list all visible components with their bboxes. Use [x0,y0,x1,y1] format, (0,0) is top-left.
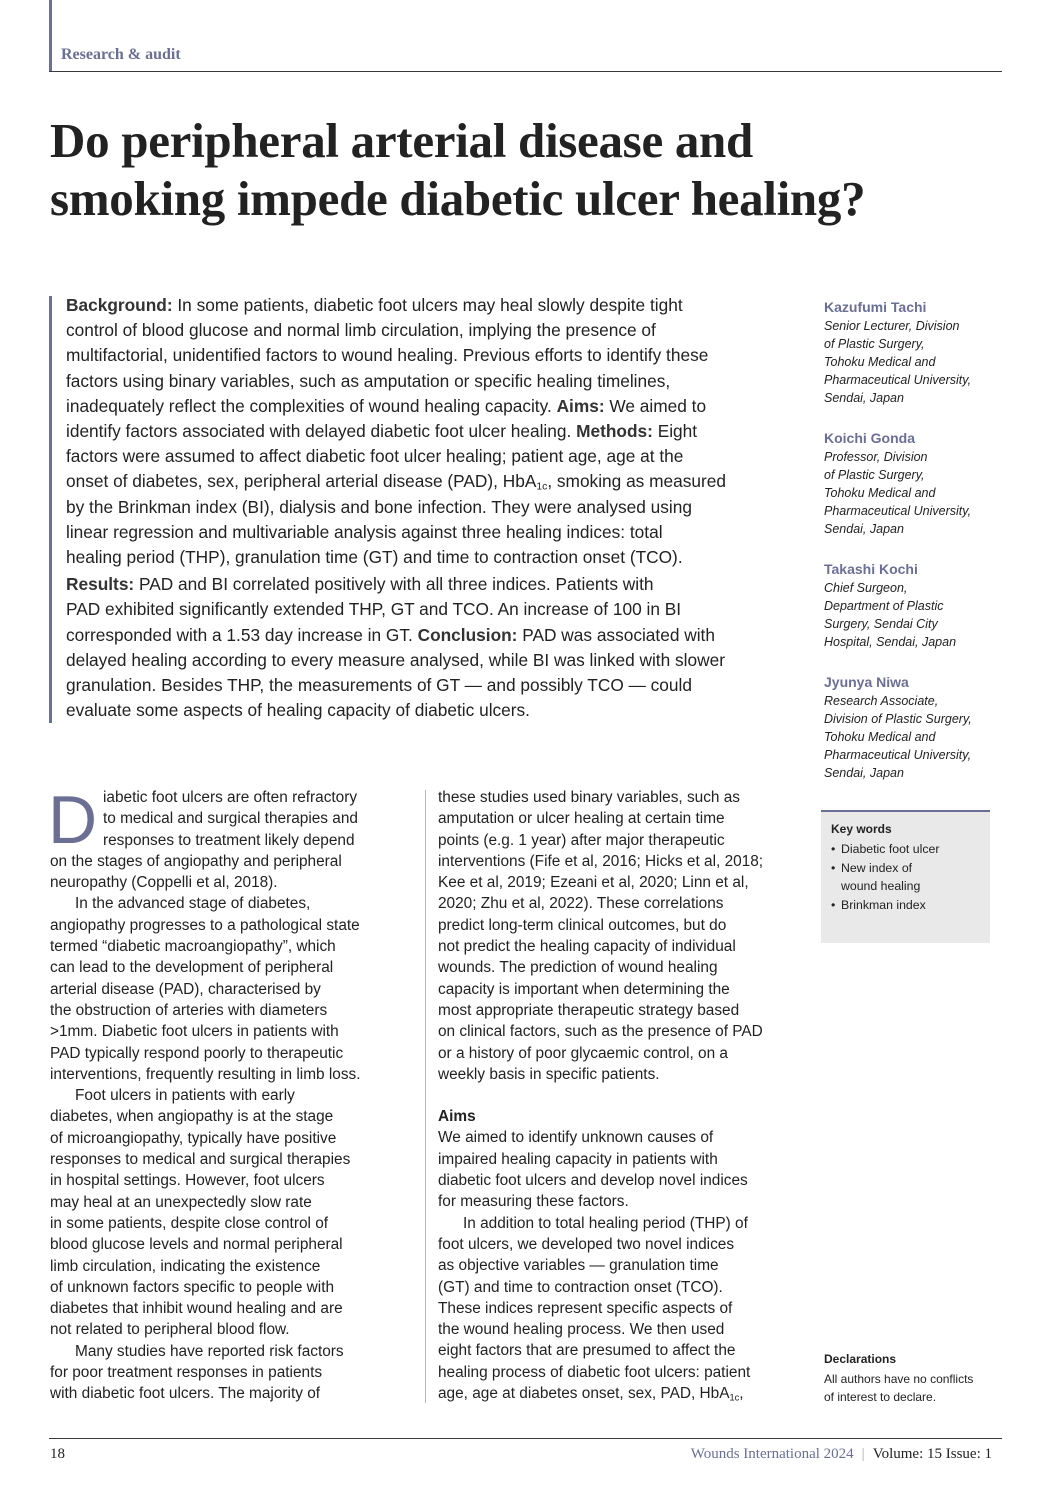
keyword-item [831,859,991,895]
body-line: In addition to total healing period (THP) of [463,1214,748,1232]
subscript: 1c [729,1392,740,1403]
affiliation-line: Tohoku Medical and [824,355,936,369]
declarations-title: Declarations [824,1352,897,1366]
affiliation-line: Tohoku Medical and [824,730,936,744]
body-text: age, age at diabetes onset, sex, PAD, HbA [438,1385,730,1403]
abstract-text: We aimed to [604,395,707,416]
body-line: angiopathy progresses to a pathological state [50,916,360,934]
body-line: In the advanced stage of diabetes, [75,895,311,913]
abstract-text: Eight [652,421,698,442]
results-label: Results: [66,574,135,595]
body-line: termed “diabetic macroangiopathy”, which [50,938,336,956]
body-line: as objective variables — granulation time [438,1257,719,1275]
abstract-text: PAD exhibited significantly extended THP, GT and TCO. An increase of 100 in BI [66,599,682,620]
body-line: foot ulcers, we developed two novel indices [438,1235,735,1253]
body-line: of unknown factors specific to people with [50,1278,335,1296]
title-line-2: smoking impede diabetic ulcer healing? [50,171,866,226]
journal-name: Wounds International 2024 [690,1446,854,1462]
author-affiliation [824,317,1002,407]
body-line: arterial disease (PAD), characterised by [50,980,321,998]
abstract-text: linear regression and multivariable analysis against three healing indices: total [66,521,663,542]
body-line: weekly basis in specific patients. [438,1065,660,1083]
subscript: 1c [536,482,548,494]
abstract-text: In some patients, diabetic foot ulcers may heal slowly despite tight [172,295,683,315]
body-line: with diabetic foot ulcers. The majority of [50,1385,321,1403]
affiliation-line: Tohoku Medical and [824,486,936,500]
affiliation-line: Sendai, Japan [824,391,904,405]
author-affiliation [824,579,1002,651]
body-line: the obstruction of arteries with diameters [50,1001,328,1019]
keywords-title: Key words [831,822,892,836]
author-affiliation [824,692,1002,782]
abstract-text: by the Brinkman index (BI), dialysis and bone infection. They were analysed using [66,496,692,517]
body-line: PAD typically respond poorly to therapeutic [50,1044,344,1062]
body-line: iabetic foot ulcers are often refractory [103,789,358,806]
body-line: of microangiopathy, typically have positive [50,1129,337,1147]
author-name: Takashi Kochi [824,561,918,577]
author-name: Koichi Gonda [824,430,915,446]
body-line: These indices represent specific aspects of [438,1299,733,1317]
body-line: neuropathy (Coppelli et al, 2018). [50,874,278,892]
affiliation-line: Professor, Division [824,450,928,464]
body-line: in some patients, despite close control of [50,1214,329,1232]
title-line-1: Do peripheral arterial disease and [50,113,753,168]
author-block [824,428,1002,538]
author-block [824,297,1002,407]
affiliation-line: Surgery, Sendai City [824,617,938,631]
body-line: for poor treatment responses in patients [50,1364,323,1382]
author-list [824,297,1002,803]
affiliation-line: Pharmaceutical University, [824,373,972,387]
abstract-text: PAD and BI correlated positively with all three indices. Patients with [134,574,654,595]
aims-label: Aims: [556,395,605,416]
affiliation-line: Senior Lecturer, Division [824,319,960,333]
abstract-text: inadequately reflect the complexities of wound healing capacity. [66,395,557,416]
body-line: diabetic foot ulcers and develop novel indices [438,1172,748,1190]
body-line: eight factors that are presumed to affect the [438,1342,736,1360]
methods-label: Methods: [576,421,653,442]
body-line: not related to peripheral blood flow. [50,1321,290,1339]
abstract-text: granulation. Besides THP, the measurements of GT — and possibly TCO — could [66,675,692,696]
header-rule [49,71,1002,72]
affiliation-line: Pharmaceutical University, [824,504,972,518]
drop-cap: D [48,782,98,858]
abstract-text: PAD was associated with [517,624,715,645]
abstract-text: evaluate some aspects of healing capacity of diabetic ulcers. [66,700,530,721]
author-name: Jyunya Niwa [824,674,909,690]
background-label: Background: [66,295,173,315]
body-line: these studies used binary variables, such as [438,789,740,806]
abstract-text: corresponded with a 1.53 day increase in GT. [66,624,418,645]
author-block [824,559,1002,651]
abstract-para-1 [66,293,806,570]
header-accent-bar [49,0,52,72]
body-line: can lead to the development of peripheral [50,959,334,977]
article-title [50,112,1010,228]
abstract-text: factors were assumed to affect diabetic foot ulcer healing; patient age, age at the [66,446,684,467]
affiliation-line: Hospital, Sendai, Japan [824,635,957,649]
body-line: Many studies have reported risk factors [75,1342,344,1360]
page-number: 18 [50,1446,65,1462]
body-line: for measuring these factors. [438,1193,629,1211]
body-line [438,1383,803,1404]
affiliation-line: Sendai, Japan [824,522,904,536]
abstract [66,293,806,723]
body-line: interventions, frequently resulting in limb loss. [50,1065,361,1083]
body-line: wounds. The prediction of wound healing [438,959,718,977]
body-line: or a history of poor glycaemic control, on a [438,1044,728,1062]
author-block [824,672,1002,782]
affiliation-line: Sendai, Japan [824,766,904,780]
body-line: capacity is important when determining the [438,980,730,998]
footer-rule [49,1438,1002,1439]
body-text: , [739,1385,744,1403]
abstract-text: , smoking as measured [547,471,726,492]
body-line: predict long-term clinical outcomes, but do [438,916,727,934]
abstract-para-2 [66,572,806,723]
body-line: We aimed to identify unknown causes of [438,1129,714,1147]
body-line: not predict the healing capacity of individual [438,938,736,956]
body-line: most appropriate therapeutic strategy based [438,1001,740,1019]
abstract-accent-bar [49,296,52,723]
body-line: impaired healing capacity in patients with [438,1150,718,1168]
section-label: Research & audit [61,46,181,63]
body-line: amputation or ulcer healing at certain time [438,810,725,828]
body-line: responses to treatment likely depend [103,831,355,849]
body-line: in hospital settings. However, foot ulcers [50,1172,325,1190]
keyword-item [831,840,991,858]
keyword-text: • Brinkman index [841,898,926,912]
affiliation-line: Department of Plastic [824,599,944,613]
body-line: on the stages of angiopathy and peripheral [50,852,342,870]
body-line: diabetes that inhibit wound healing and are [50,1300,343,1318]
abstract-text: multifactorial, unidentified factors to wound healing. Previous efforts to identify these [66,345,709,366]
body-line: interventions (Fife et al, 2016; Hicks et al, 2018; [438,852,764,870]
body-line: the wound healing process. We then used [438,1321,725,1339]
keyword-text: wound healing [841,879,921,893]
abstract-text: delayed healing according to every measure analysed, while BI was linked with slower [66,649,725,670]
volume-issue: Volume: 15 Issue: 1 [872,1446,992,1462]
body-line: blood glucose levels and normal peripheral [50,1236,343,1254]
declarations-line: of interest to declare. [824,1390,937,1404]
affiliation-line: Chief Surgeon, [824,581,908,595]
paragraph-gap [438,1085,803,1106]
aims-heading: Aims [438,1108,476,1126]
affiliation-line: Research Associate, [824,694,939,708]
column-divider [425,790,426,1403]
body-line: diabetes, when angiopathy is at the stage [50,1108,334,1126]
declarations-text [824,1370,1004,1406]
affiliation-line: of Plastic Surgery, [824,468,925,482]
body-line: healing process of diabetic foot ulcers: patient [438,1363,751,1381]
body-line: Kee et al, 2019; Ezeani et al, 2020; Linn et al, [438,874,749,892]
abstract-text: factors using binary variables, such as amputation or specific healing timelines, [66,370,671,391]
abstract-text: onset of diabetes, sex, peripheral arterial disease (PAD), HbA [66,471,537,492]
body-line: Foot ulcers in patients with early [75,1087,295,1105]
keywords-list [831,840,991,915]
declarations-line: All authors have no conflicts [824,1372,974,1386]
body-column-1 [48,782,415,1405]
body-line: >1mm. Diabetic foot ulcers in patients with [50,1023,339,1041]
affiliation-line: Pharmaceutical University, [824,748,972,762]
journal-info [691,1446,992,1463]
author-affiliation [824,448,1002,538]
affiliation-line: of Plastic Surgery, [824,337,925,351]
body-line: to medical and surgical therapies and [103,810,358,828]
keyword-text: • New index of [841,861,913,875]
footer-separator: | [861,1446,865,1462]
author-name: Kazufumi Tachi [824,299,927,315]
body-line: points (e.g. 1 year) after major therapeutic [438,831,725,849]
body-column-2 [438,787,803,1404]
abstract-text: identify factors associated with delayed diabetic foot ulcer healing. [66,421,577,442]
body-line: 2020; Zhu et al, 2022). These correlations [438,895,724,913]
body-line: on clinical factors, such as the presence of PAD [438,1023,763,1041]
affiliation-line: Division of Plastic Surgery, [824,712,972,726]
body-line: responses to medical and surgical therapies [50,1151,351,1169]
body-line: (GT) and time to contraction onset (TCO). [438,1278,723,1296]
body-line: may heal at an unexpectedly slow rate [50,1193,312,1211]
keyword-text: • Diabetic foot ulcer [841,842,940,856]
abstract-text: control of blood glucose and normal limb circulation, implying the presence of [66,320,656,341]
abstract-text: healing period (THP), granulation time (GT) and time to contraction onset (TCO). [66,547,683,568]
conclusion-label: Conclusion: [417,624,518,645]
body-line: limb circulation, indicating the existence [50,1257,321,1275]
keyword-item [831,896,991,914]
